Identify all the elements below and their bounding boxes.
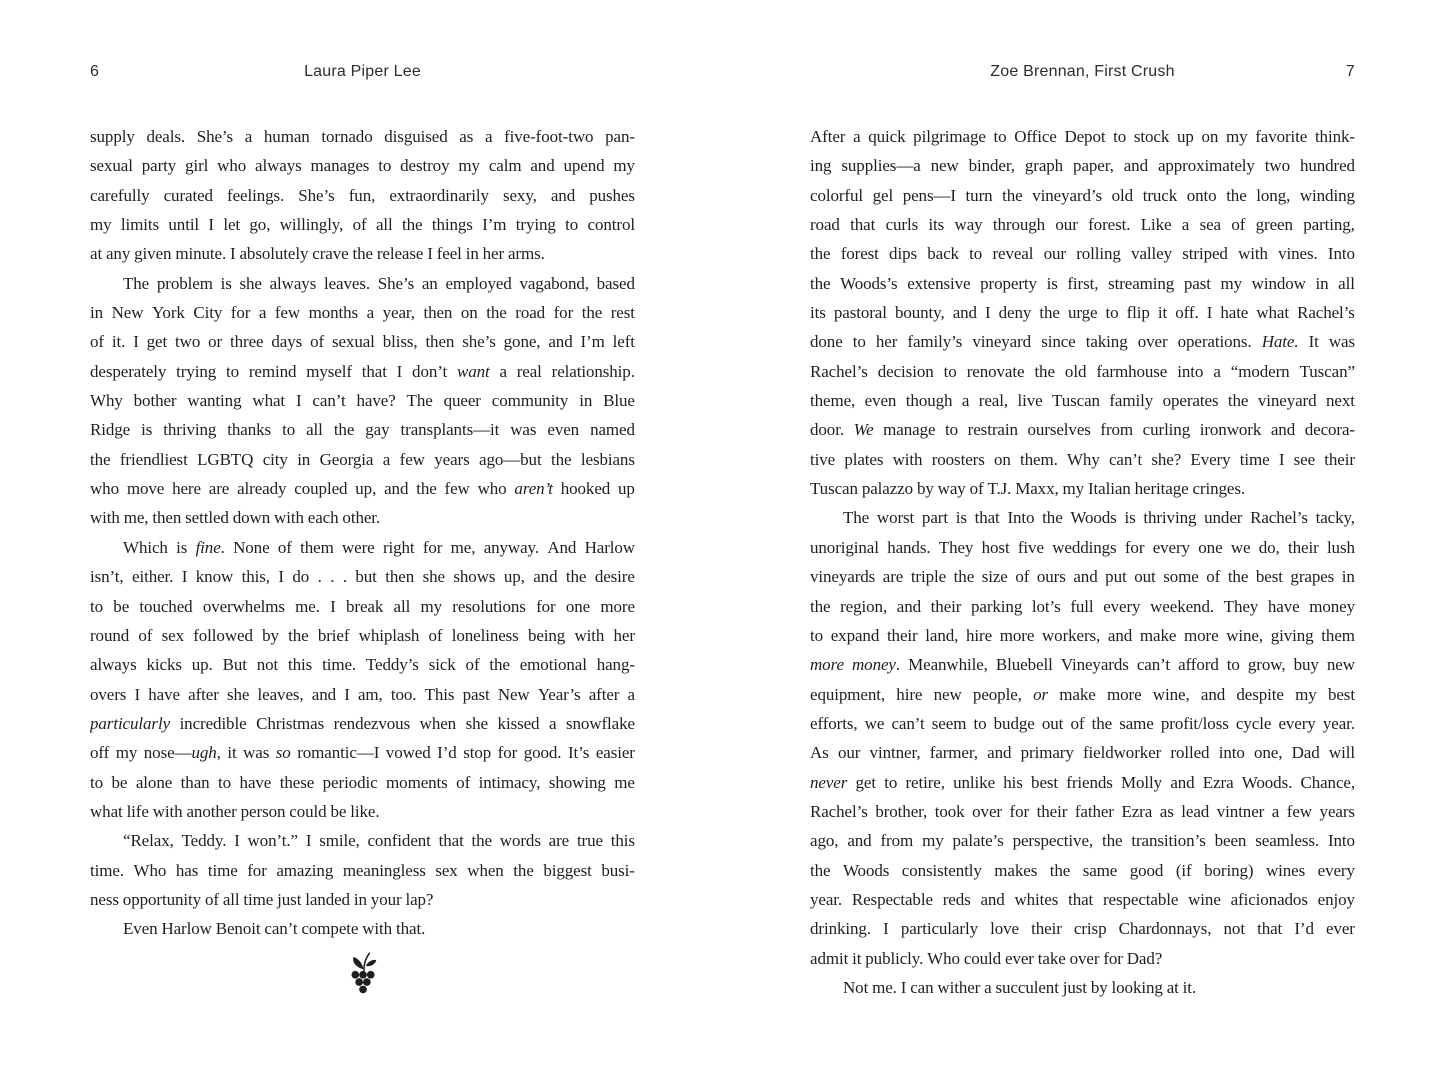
text-line: in New York City for a few months a year, then on the road for the rest [90,303,635,323]
text-line: isn’t, either. I know this, I do . . . but then she shows up, and the desire [90,567,635,587]
text-line: what life with another person could be like. [90,801,380,821]
text-line: Tuscan palazzo by way of T.J. Maxx, my Italian heritage cringes. [810,479,1246,499]
running-title-right: Zoe Brennan, First Crush [990,63,1175,80]
paragraph [90,533,635,826]
page-number-right: 7 [1345,63,1355,80]
paragraph [90,269,635,533]
text-line: door. We manage to restrain ourselves from curling ironwork and decora- [810,420,1355,440]
text-line: efforts, we can’t seem to budge out of the same profit/loss cycle every year. [810,713,1355,733]
text-line: time. Who has time for amazing meaningless sex when the biggest busi- [90,860,635,880]
text-line: overs I have after she leaves, and I am, too. This past New Year’s after a [90,684,635,704]
text-line: done to her family’s vineyard since taking over operations. Hate. It was [810,332,1355,352]
text-line: Not me. I can wither a succulent just by looking at it. [843,977,1197,997]
text-line: supply deals. She’s a human tornado disguised as a five-foot-two pan- [90,127,635,146]
text-line: at any given minute. I absolutely crave the release I feel in her arms. [90,244,545,264]
text-line: the friendliest LGBTQ city in Georgia a few years ago—but the lesbians [90,449,635,469]
text-line: Rachel’s decision to renovate the old farmhouse into a “modern Tuscan” [810,361,1355,381]
text-line: to be touched overwhelms me. I break all my resolutions for one more [90,596,635,616]
page-number-left: 6 [90,63,100,80]
text-line: unoriginal hands. They host five weddings for every one we do, their lush [810,537,1355,557]
text-line: who move here are already coupled up, and the few who aren’t hooked up [90,479,635,499]
text-line: the Woods’s extensive property is first, streaming past my window in all [810,273,1355,293]
text-line: tive plates with roosters on them. Why can’t she? Every time I see their [810,449,1355,469]
running-header-left [90,62,635,82]
text-line: The problem is she always leaves. She’s an employed vagabond, based [123,273,635,293]
text-line: sexual party girl who always manages to destroy my calm and upend my [90,156,635,176]
text-line: to expand their land, hire more workers, and make more wine, giving them [810,625,1355,645]
text-line: drinking. I particularly love their crisp Chardonnays, not that I’d ever [810,919,1355,939]
paragraph [90,826,635,914]
text-line: colorful gel pens—I turn the vineyard’s old truck onto the long, winding [810,185,1355,205]
page-left [90,62,635,994]
text-line: the Woods consistently makes the same good (if boring) wines every [810,860,1355,880]
text-line: Rachel’s brother, took over for their father Ezra as lead vintner a few years [810,801,1355,821]
running-header-right [810,62,1355,82]
text-line: off my nose—ugh, it was so romantic—I vowed I’d stop for good. It’s easier [90,743,635,763]
text-line: “Relax, Teddy. I won’t.” I smile, confident that the words are true this [123,831,635,851]
paragraph [90,914,635,943]
text-line: road that curls its way through our forest. Like a sea of green parting, [810,215,1355,235]
text-line: Even Harlow Benoit can’t compete with that. [123,919,426,939]
text-line: its pastoral bounty, and I deny the urge to flip it off. I hate what Rachel’s [810,303,1355,323]
text-line: As our vintner, farmer, and primary fieldworker rolled into one, Dad will [810,743,1355,763]
text-line: ing supplies—a new binder, graph paper, and approximately two hundred [810,156,1355,176]
page-body-right [810,122,1355,1002]
text-line: Why bother wanting what I can’t have? The queer community in Blue [90,391,635,411]
paragraph [810,503,1355,973]
text-line: theme, even though a real, live Tuscan family operates the vineyard next [810,391,1355,411]
text-line: with me, then settled down with each other. [90,508,381,528]
text-line: particularly incredible Christmas rendezvous when she kissed a snowflake [90,713,635,733]
text-line: equipment, hire new people, or make more wine, and despite my best [810,684,1355,704]
text-line: admit it publicly. Who could ever take over for Dad? [810,948,1163,968]
text-line: Ridge is thriving thanks to all the gay transplants—it was even named [90,420,635,440]
text-line: always kicks up. But not this time. Teddy’s sick of the emotional hang- [90,655,635,675]
text-line: the region, and their parking lot’s full every weekend. They have money [810,596,1355,616]
text-line: After a quick pilgrimage to Office Depot to stock up on my favorite think- [810,127,1355,146]
text-line: more money. Meanwhile, Bluebell Vineyards can’t afford to grow, buy new [810,655,1355,675]
text-line: to be alone than to have these periodic moments of intimacy, showing me [90,772,635,792]
text-line: ago, and from my palate’s perspective, the transition’s been seamless. Into [810,831,1355,851]
text-line: the forest dips back to reveal our rolling valley striped with vines. Into [810,244,1355,264]
page-right [810,62,1355,1002]
text-line: my limits until I let go, willingly, of all the things I’m trying to control [90,215,635,235]
text-line: desperately trying to remind myself that I don’t want a real relationship. [90,361,635,381]
page-body-left [90,122,635,944]
paragraph [810,122,1355,503]
text-line: never get to retire, unlike his best friends Molly and Ezra Woods. Chance, [810,772,1355,792]
running-title-left: Laura Piper Lee [304,63,421,80]
text-line: of it. I get two or three days of sexual bliss, then she’s gone, and I’m left [90,332,635,352]
paragraph [90,122,635,269]
text-line: round of sex followed by the brief whiplash of loneliness being with her [90,625,635,645]
text-line: vineyards are triple the size of ours and put out some of the best grapes in [810,567,1355,587]
text-line: year. Respectable reds and whites that respectable wine aficionados enjoy [810,889,1355,909]
grape-cluster-ornament-icon [346,950,380,994]
text-line: The worst part is that Into the Woods is thriving under Rachel’s tacky, [843,508,1355,528]
paragraph [810,973,1355,1002]
text-line: carefully curated feelings. She’s fun, extraordinarily sexy, and pushes [90,185,635,205]
text-line: ness opportunity of all time just landed in your lap? [90,889,434,909]
text-line: Which is fine. None of them were right for me, anyway. And Harlow [123,537,635,557]
